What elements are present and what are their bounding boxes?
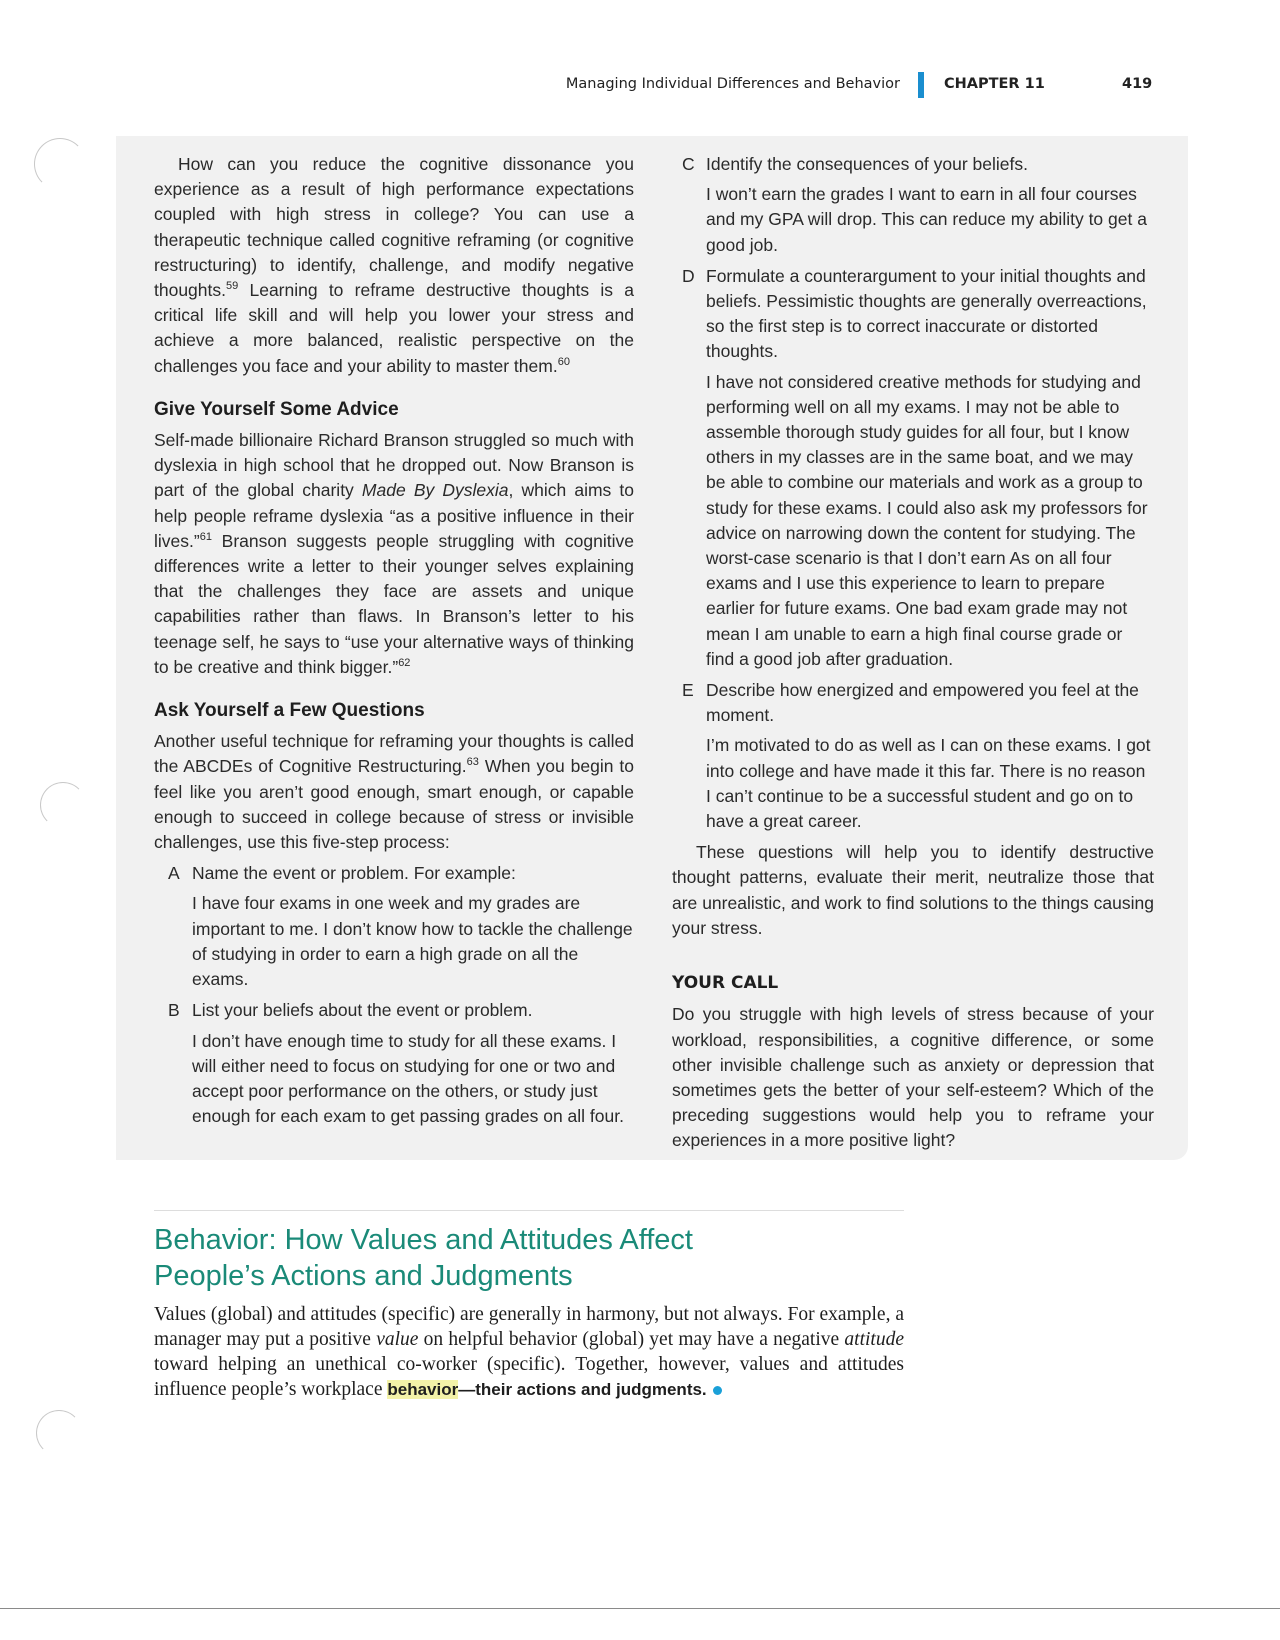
step-letter: B xyxy=(168,1000,180,1021)
step-letter: A xyxy=(168,863,180,884)
step-text: Describe how energized and empowered you feel at the moment. xyxy=(706,680,1139,726)
punch-hole-mark xyxy=(36,1410,82,1456)
punch-hole-mark xyxy=(34,138,86,190)
step-e xyxy=(672,678,1154,834)
advice-heading: Give Yourself Some Advice xyxy=(154,398,399,420)
step-example: I have four exams in one week and my grades are important to me. I don’t know how to tackle the challenge of studying in order to earn a high grade on all the exams. xyxy=(192,893,633,990)
section-body: Values (global) and attitudes (specific) are generally in harmony, but not always. For example, a manager may put a positive value on helpful behavior (global) yet may have a negative attitude toward helping an unethical co-worker (specific). Together, however, values and attitudes influence people’s workplace behavior—their actions and judgments. xyxy=(154,1304,904,1400)
right-column xyxy=(672,152,1154,1154)
questions-heading: Ask Yourself a Few Questions xyxy=(154,700,425,722)
key-term-behavior: behavior xyxy=(387,1380,459,1399)
step-a xyxy=(154,861,634,992)
intro-paragraph: How can you reduce the cognitive dissonance you experience as a result of high performance expectations coupled with high stress in college? You can use a therapeutic technique called cognitive reframing (or cognitive restructuring) to identify, challenge, and modify negative thoughts.$^{59}$ Learning to reframe destructive thoughts is a critical life skill and will help you lower your stress and achieve a more balanced, realistic perspective on the challenges you face and your ability to master them.$^{60}$ xyxy=(154,154,634,376)
left-column xyxy=(154,152,634,1129)
step-letter: D xyxy=(682,265,695,286)
chapter-label: CHAPTER 11 xyxy=(944,76,1045,92)
step-example: I’m motivated to do as well as I can on these exams. I got into college and have made it this far. There is no reason I can’t continue to be a successful student and go on to have a great career. xyxy=(706,735,1151,832)
scan-edge-line xyxy=(0,1608,1280,1609)
step-text: Formulate a counterargument to your initial thoughts and beliefs. Pessimistic thoughts are generally overreactions, so the first step is to correct inaccurate or distorted thoughts. xyxy=(706,265,1147,362)
step-example: I won’t earn the grades I want to earn in all four courses and my GPA will drop. This can reduce my ability to get a good job. xyxy=(706,184,1147,255)
your-call-paragraph: Do you struggle with high levels of stress because of your workload, responsibilities, a cognitive difference, or some other invisible challenge such as anxiety or depression that sometimes gets the better of your self-esteem? Which of the preceding suggestions would help you to reframe your experiences in a more positive light? xyxy=(672,1004,1154,1151)
punch-hole-mark xyxy=(40,782,86,828)
step-b xyxy=(154,998,634,1129)
section-title: Behavior: How Values and Attitudes Affect People’s Actions and Judgments xyxy=(154,1224,693,1292)
your-call-heading: YOUR CALL xyxy=(672,973,779,994)
step-letter: C xyxy=(682,154,695,174)
header-accent-bar xyxy=(918,72,924,98)
step-letter: E xyxy=(682,680,694,701)
section-divider xyxy=(154,1210,904,1211)
advice-paragraph: Self-made billionaire Richard Branson struggled so much with dyslexia in high school that he dropped out. Now Branson is part of the global charity Made By Dyslexia, which aims to help people reframe dyslexia “as a positive influence in their lives.”$^{61}$ Branson suggests people struggling with cognitive differences write a letter to their younger selves explaining that the challenges they face are assets and unique capabilities rather than flaws. In Branson’s letter to his teenage self, he says to “use your alternative ways of thinking to be creative and think bigger.”$^{62}$ xyxy=(154,430,635,677)
running-header xyxy=(0,72,1280,96)
questions-paragraph: Another useful technique for reframing your thoughts is called the ABCDEs of Cognitive Restructuring.$^{63}$ When you begin to feel like you aren’t good enough, smart enough, or capable enough to succeed in college because of stress or invisible challenges, use this five-step process: xyxy=(154,731,634,853)
running-title: Managing Individual Differences and Behavior xyxy=(565,76,900,92)
page-number: 419 xyxy=(1122,76,1153,92)
step-example: I have not considered creative methods for studying and performing well on all my exams. I may not be able to assemble thorough study guides for all four, but I know others in my classes are in the same boat, and we may be able to combine our materials and work as a group to study for these exams. I could also ask my professors for advice on narrowing down the content for studying. The worst-case scenario is that I don’t earn As on all four exams and I use this experience to learn to prepare earlier for future exams. One bad exam grade may not mean I am unable to earn a high final course grade or find a good job after graduation. xyxy=(706,371,1148,669)
step-text: List your beliefs about the event or problem. xyxy=(192,1000,533,1021)
step-d xyxy=(672,264,1154,672)
step-text: Name the event or problem. For example: xyxy=(192,863,516,884)
closing-paragraph: These questions will help you to identify destructive thought patterns, evaluate their merit, neutralize those that are unrealistic, and work to find solutions to the things causing your stress. xyxy=(672,842,1154,938)
step-c xyxy=(672,152,1154,258)
step-text: Identify the consequences of your beliefs. xyxy=(706,154,1029,174)
end-marker-dot xyxy=(713,1386,722,1395)
step-example: I don’t have enough time to study for all these exams. I will either need to focus on studying for one or two and accept poor performance on the others, or study just enough for each exam to get passing grades on all four. xyxy=(192,1030,624,1127)
